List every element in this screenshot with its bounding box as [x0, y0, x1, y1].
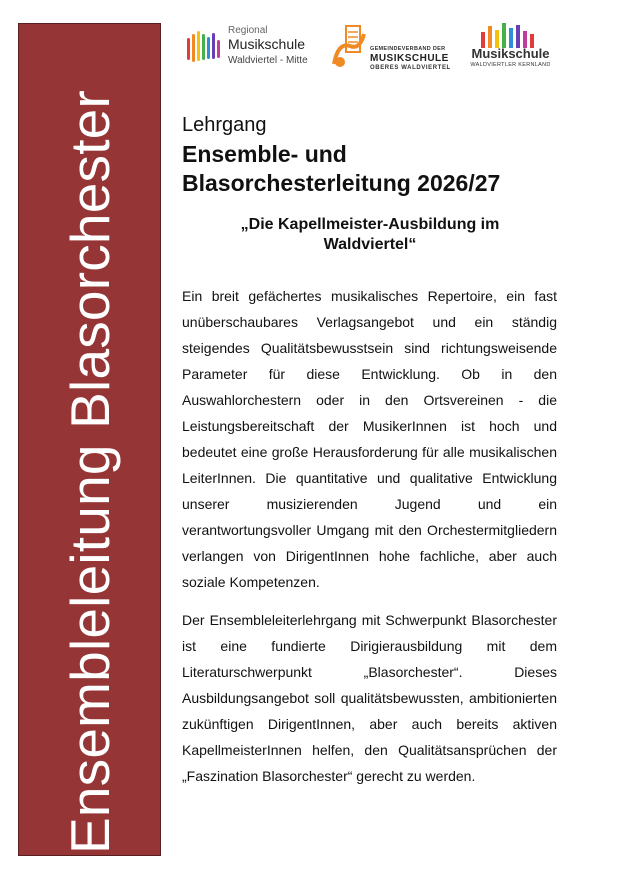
logo-regional-line2: Musikschule: [228, 36, 306, 52]
side-banner-title: Ensembleleitung Blasorchester: [59, 90, 121, 854]
page-subtitle: [182, 215, 558, 255]
title-line1: Ensemble- und: [182, 141, 347, 167]
logo-gemeindeverband-musikschule: [330, 22, 460, 74]
logo-musikschule-kernland: [463, 22, 558, 72]
side-banner: [18, 23, 161, 856]
logo-kernland-line1: Musikschule: [471, 46, 550, 61]
logo-regional-line1: Regional: [228, 25, 268, 36]
rainbow-bars-icon: [186, 28, 222, 64]
body-paragraph-1: Ein breit gefächertes musikalisches Repertoire, ein fast unüberschaubares Verlagsangebot und ein ständig steigendes Qualitätsbewusstsein sind richtungsweisende Parameter für diese Entwicklung. Ob in den Auswahlorchestern oder in den Ortsvereinen - die Leistungsbereitschaft der MusikerInnen ist hoch und bedeutet eine große Herausforderung für alle musikalischen LeiterInnen. Die quantitative und qualitative Entwicklung unserer musizierenden Jugend und ein verantwortungsvoller Umgang mit den Orchestermitgliedern verlangen von DirigentInnen hohe fachliche, aber auch soziale Kompetenzen.: [182, 288, 557, 590]
page-title: [182, 140, 500, 198]
subtitle-line2: Waldviertel“: [323, 236, 417, 253]
logo-gemeindeverband-line3: OBERES WALDVIERTEL: [370, 65, 451, 71]
music-note-mark-icon: [330, 24, 370, 70]
color-bars-icon: [479, 22, 539, 48]
title-line2: Blasorchesterleitung 2026/27: [182, 170, 501, 196]
logo-regional-musikschule: [186, 24, 326, 70]
logo-regional-line3: Waldviertel - Mitte: [228, 55, 308, 66]
course-kicker: Lehrgang: [182, 114, 267, 136]
logo-kernland-line2: WALDVIERTLER KERNLAND: [470, 62, 551, 68]
subtitle-line1: „Die Kapellmeister-Ausbildung im: [240, 216, 500, 233]
logo-gemeindeverband-line2: MUSIKSCHULE: [370, 53, 449, 64]
logo-gemeindeverband-line1: GEMEINDEVERBAND DER: [370, 46, 446, 52]
body-paragraph-2: Der Ensembleleiterlehrgang mit Schwerpunkt Blasorchester ist eine fundierte Dirigierausbildung mit dem Literaturschwerpunkt „Blasorchester“. Dieses Ausbildungsangebot soll qualitätsbewussten, ambitionierten zukünftigen DirigentInnen, aber auch bereits aktiven KapellmeisterInnen helfen, den Qualitätsansprüchen der „Faszination Blasorchester“ gerecht zu werden.: [182, 612, 557, 784]
